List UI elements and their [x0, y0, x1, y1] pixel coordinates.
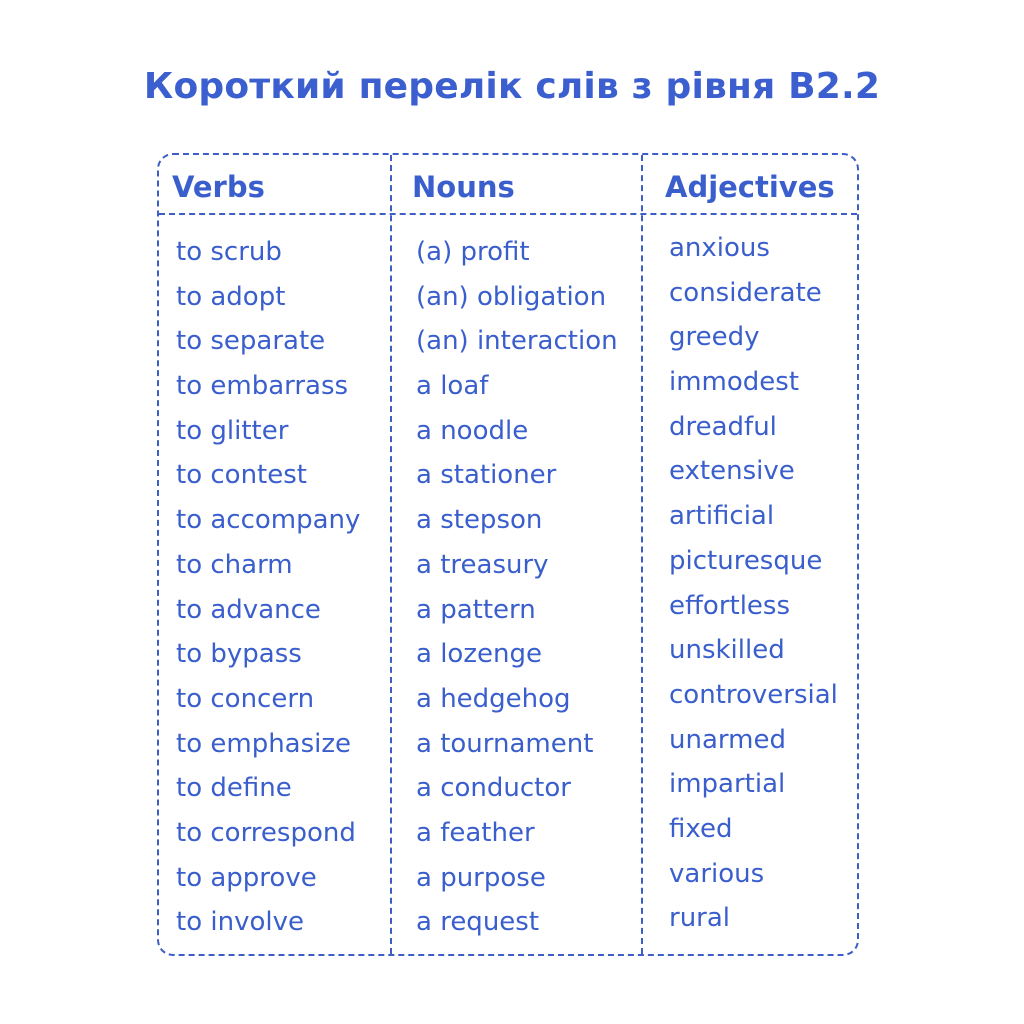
list-item: immodest: [669, 367, 800, 398]
list-item: to define: [176, 773, 292, 804]
list-item: a tournament: [416, 728, 594, 759]
list-item: (an) obligation: [416, 281, 607, 312]
adjectives-list: [669, 231, 838, 946]
list-item: impartial: [669, 769, 786, 800]
list-item: to charm: [176, 549, 293, 580]
list-item: controversial: [669, 679, 838, 710]
list-item: to involve: [176, 907, 304, 938]
list-item: a hedgehog: [416, 683, 571, 714]
list-item: to approve: [176, 862, 317, 893]
column-header-adjectives: Adjectives: [665, 170, 835, 204]
list-item: to adopt: [176, 281, 286, 312]
list-item: a lozenge: [416, 639, 542, 670]
list-item: to embarrass: [176, 371, 349, 402]
nouns-list: [416, 235, 618, 950]
list-item: a purpose: [416, 862, 546, 893]
list-item: to advance: [176, 594, 321, 625]
header-divider: [159, 213, 857, 215]
list-item: to bypass: [176, 639, 302, 670]
column-divider: [390, 155, 392, 954]
list-item: to scrub: [176, 237, 282, 267]
list-item: artificial: [669, 501, 775, 532]
list-item: to separate: [176, 326, 326, 357]
list-item: (an) interaction: [416, 326, 618, 357]
list-item: to contest: [176, 460, 307, 491]
list-item: to accompany: [176, 505, 361, 536]
list-item: greedy: [669, 322, 760, 353]
list-item: unskilled: [669, 635, 785, 666]
list-item: unarmed: [669, 724, 786, 755]
column-divider: [641, 155, 643, 954]
list-item: dreadful: [669, 411, 777, 442]
list-item: a noodle: [416, 415, 529, 446]
list-item: various: [669, 858, 765, 889]
vocabulary-table: [157, 153, 859, 956]
column-header-verbs: Verbs: [172, 170, 265, 204]
list-item: a conductor: [416, 773, 571, 804]
list-item: a loaf: [416, 371, 489, 402]
list-item: extensive: [669, 456, 795, 487]
list-item: a request: [416, 907, 540, 938]
list-item: a stationer: [416, 460, 557, 491]
list-item: (a) profit: [416, 237, 530, 267]
list-item: a treasury: [416, 549, 549, 580]
list-item: anxious: [669, 233, 770, 263]
column-header-nouns: Nouns: [412, 170, 515, 204]
list-item: to correspond: [176, 817, 356, 848]
list-item: a feather: [416, 817, 535, 848]
verbs-list: [176, 235, 360, 950]
list-item: to glitter: [176, 415, 289, 446]
list-item: considerate: [669, 277, 822, 308]
list-item: rural: [669, 903, 731, 934]
list-item: to concern: [176, 683, 315, 714]
list-item: a pattern: [416, 594, 536, 625]
list-item: a stepson: [416, 505, 543, 536]
list-item: picturesque: [669, 545, 823, 576]
list-item: to emphasize: [176, 728, 352, 759]
list-item: effortless: [669, 590, 791, 621]
list-item: fixed: [669, 813, 733, 844]
page-title: Короткий перелік слів з рівня B2.2: [143, 66, 881, 107]
